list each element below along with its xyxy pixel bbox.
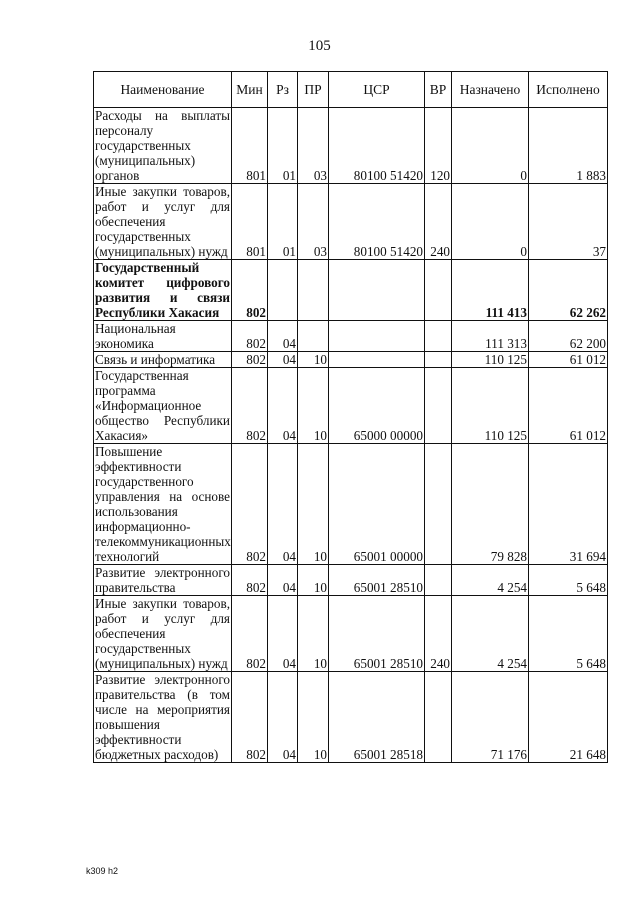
row-assigned: 111 313 bbox=[452, 321, 529, 352]
row-vr bbox=[425, 321, 452, 352]
row-csr: 80100 51420 bbox=[329, 184, 425, 260]
row-min: 802 bbox=[232, 672, 268, 763]
table-row bbox=[94, 184, 608, 260]
row-csr bbox=[329, 260, 425, 321]
table-row bbox=[94, 596, 608, 672]
row-executed: 5 648 bbox=[529, 565, 608, 596]
row-csr: 65001 00000 bbox=[329, 444, 425, 565]
row-csr: 65001 28510 bbox=[329, 596, 425, 672]
row-executed: 5 648 bbox=[529, 596, 608, 672]
row-csr: 65001 28518 bbox=[329, 672, 425, 763]
row-vr bbox=[425, 672, 452, 763]
row-min: 802 bbox=[232, 596, 268, 672]
budget-table bbox=[93, 71, 608, 763]
row-rz: 04 bbox=[268, 596, 298, 672]
row-vr bbox=[425, 260, 452, 321]
row-executed: 62 262 bbox=[529, 260, 608, 321]
row-assigned: 4 254 bbox=[452, 565, 529, 596]
row-name: Государственный комитет цифрового развития и связи Республики Хакасия bbox=[95, 260, 230, 320]
header-name: Наименование bbox=[94, 72, 232, 108]
row-assigned: 110 125 bbox=[452, 368, 529, 444]
row-csr bbox=[329, 321, 425, 352]
row-csr: 65000 00000 bbox=[329, 368, 425, 444]
row-min: 802 bbox=[232, 444, 268, 565]
row-vr: 120 bbox=[425, 108, 452, 184]
header-rz: Рз bbox=[268, 72, 298, 108]
table-row bbox=[94, 260, 608, 321]
row-csr bbox=[329, 352, 425, 368]
header-assigned: Назначено bbox=[452, 72, 529, 108]
row-executed: 61 012 bbox=[529, 368, 608, 444]
header-executed: Исполнено bbox=[529, 72, 608, 108]
row-name: Расходы на выплаты персоналу государственных (муниципальных) органов bbox=[95, 108, 230, 183]
row-min: 802 bbox=[232, 565, 268, 596]
row-min: 802 bbox=[232, 352, 268, 368]
row-rz: 04 bbox=[268, 368, 298, 444]
header-min: Мин bbox=[232, 72, 268, 108]
row-min: 802 bbox=[232, 368, 268, 444]
row-rz bbox=[268, 260, 298, 321]
row-min: 802 bbox=[232, 260, 268, 321]
row-executed: 37 bbox=[529, 184, 608, 260]
row-csr: 65001 28510 bbox=[329, 565, 425, 596]
row-assigned: 79 828 bbox=[452, 444, 529, 565]
header-csr: ЦСР bbox=[329, 72, 425, 108]
row-vr bbox=[425, 352, 452, 368]
row-rz: 04 bbox=[268, 672, 298, 763]
row-pr: 10 bbox=[298, 368, 329, 444]
row-pr bbox=[298, 321, 329, 352]
row-assigned: 4 254 bbox=[452, 596, 529, 672]
table-header-row bbox=[94, 72, 608, 108]
row-vr bbox=[425, 368, 452, 444]
row-executed: 61 012 bbox=[529, 352, 608, 368]
row-vr: 240 bbox=[425, 596, 452, 672]
row-rz: 01 bbox=[268, 184, 298, 260]
row-csr: 80100 51420 bbox=[329, 108, 425, 184]
row-pr: 10 bbox=[298, 596, 329, 672]
row-executed: 62 200 bbox=[529, 321, 608, 352]
row-name: Национальная экономика bbox=[94, 321, 232, 352]
row-name: Развитие электронного правительства bbox=[95, 565, 230, 595]
row-pr: 10 bbox=[298, 672, 329, 763]
row-vr bbox=[425, 565, 452, 596]
footer-code: k309 h2 bbox=[86, 866, 119, 876]
row-executed: 21 648 bbox=[529, 672, 608, 763]
row-assigned: 0 bbox=[452, 184, 529, 260]
row-name: Государственная программа «Информационное общество Республики Хакасия» bbox=[95, 368, 230, 443]
row-pr: 10 bbox=[298, 565, 329, 596]
row-rz: 01 bbox=[268, 108, 298, 184]
header-pr: ПР bbox=[298, 72, 329, 108]
row-vr bbox=[425, 444, 452, 565]
row-vr: 240 bbox=[425, 184, 452, 260]
table-row bbox=[94, 108, 608, 184]
row-name: Связь и информатика bbox=[94, 352, 232, 368]
table-row bbox=[94, 352, 608, 368]
header-vr: ВР bbox=[425, 72, 452, 108]
row-rz: 04 bbox=[268, 321, 298, 352]
row-pr: 03 bbox=[298, 108, 329, 184]
row-min: 801 bbox=[232, 108, 268, 184]
row-name: Развитие электронного правительства (в том числе на мероприятия повышения эффективности бюджетных расходов) bbox=[95, 672, 230, 762]
row-rz: 04 bbox=[268, 352, 298, 368]
table-row bbox=[94, 672, 608, 763]
row-pr bbox=[298, 260, 329, 321]
table-row bbox=[94, 321, 608, 352]
row-executed: 1 883 bbox=[529, 108, 608, 184]
row-name: Иные закупки товаров, работ и услуг для обеспечения государственных (муниципальных) нужд bbox=[95, 184, 230, 259]
row-name: Повышение эффективности государственного управления на основе использования информационно-телекоммуникационных технологий bbox=[95, 444, 231, 564]
row-name: Иные закупки товаров, работ и услуг для обеспечения государственных (муниципальных) нужд bbox=[95, 596, 230, 671]
row-executed: 31 694 bbox=[529, 444, 608, 565]
row-rz: 04 bbox=[268, 444, 298, 565]
row-assigned: 71 176 bbox=[452, 672, 529, 763]
row-assigned: 111 413 bbox=[452, 260, 529, 321]
row-min: 801 bbox=[232, 184, 268, 260]
row-pr: 10 bbox=[298, 444, 329, 565]
page-number: 105 bbox=[308, 38, 331, 54]
table-row bbox=[94, 565, 608, 596]
row-rz: 04 bbox=[268, 565, 298, 596]
row-pr: 10 bbox=[298, 352, 329, 368]
row-assigned: 110 125 bbox=[452, 352, 529, 368]
row-assigned: 0 bbox=[452, 108, 529, 184]
table-row bbox=[94, 368, 608, 444]
row-min: 802 bbox=[232, 321, 268, 352]
table-row bbox=[94, 444, 608, 565]
row-pr: 03 bbox=[298, 184, 329, 260]
